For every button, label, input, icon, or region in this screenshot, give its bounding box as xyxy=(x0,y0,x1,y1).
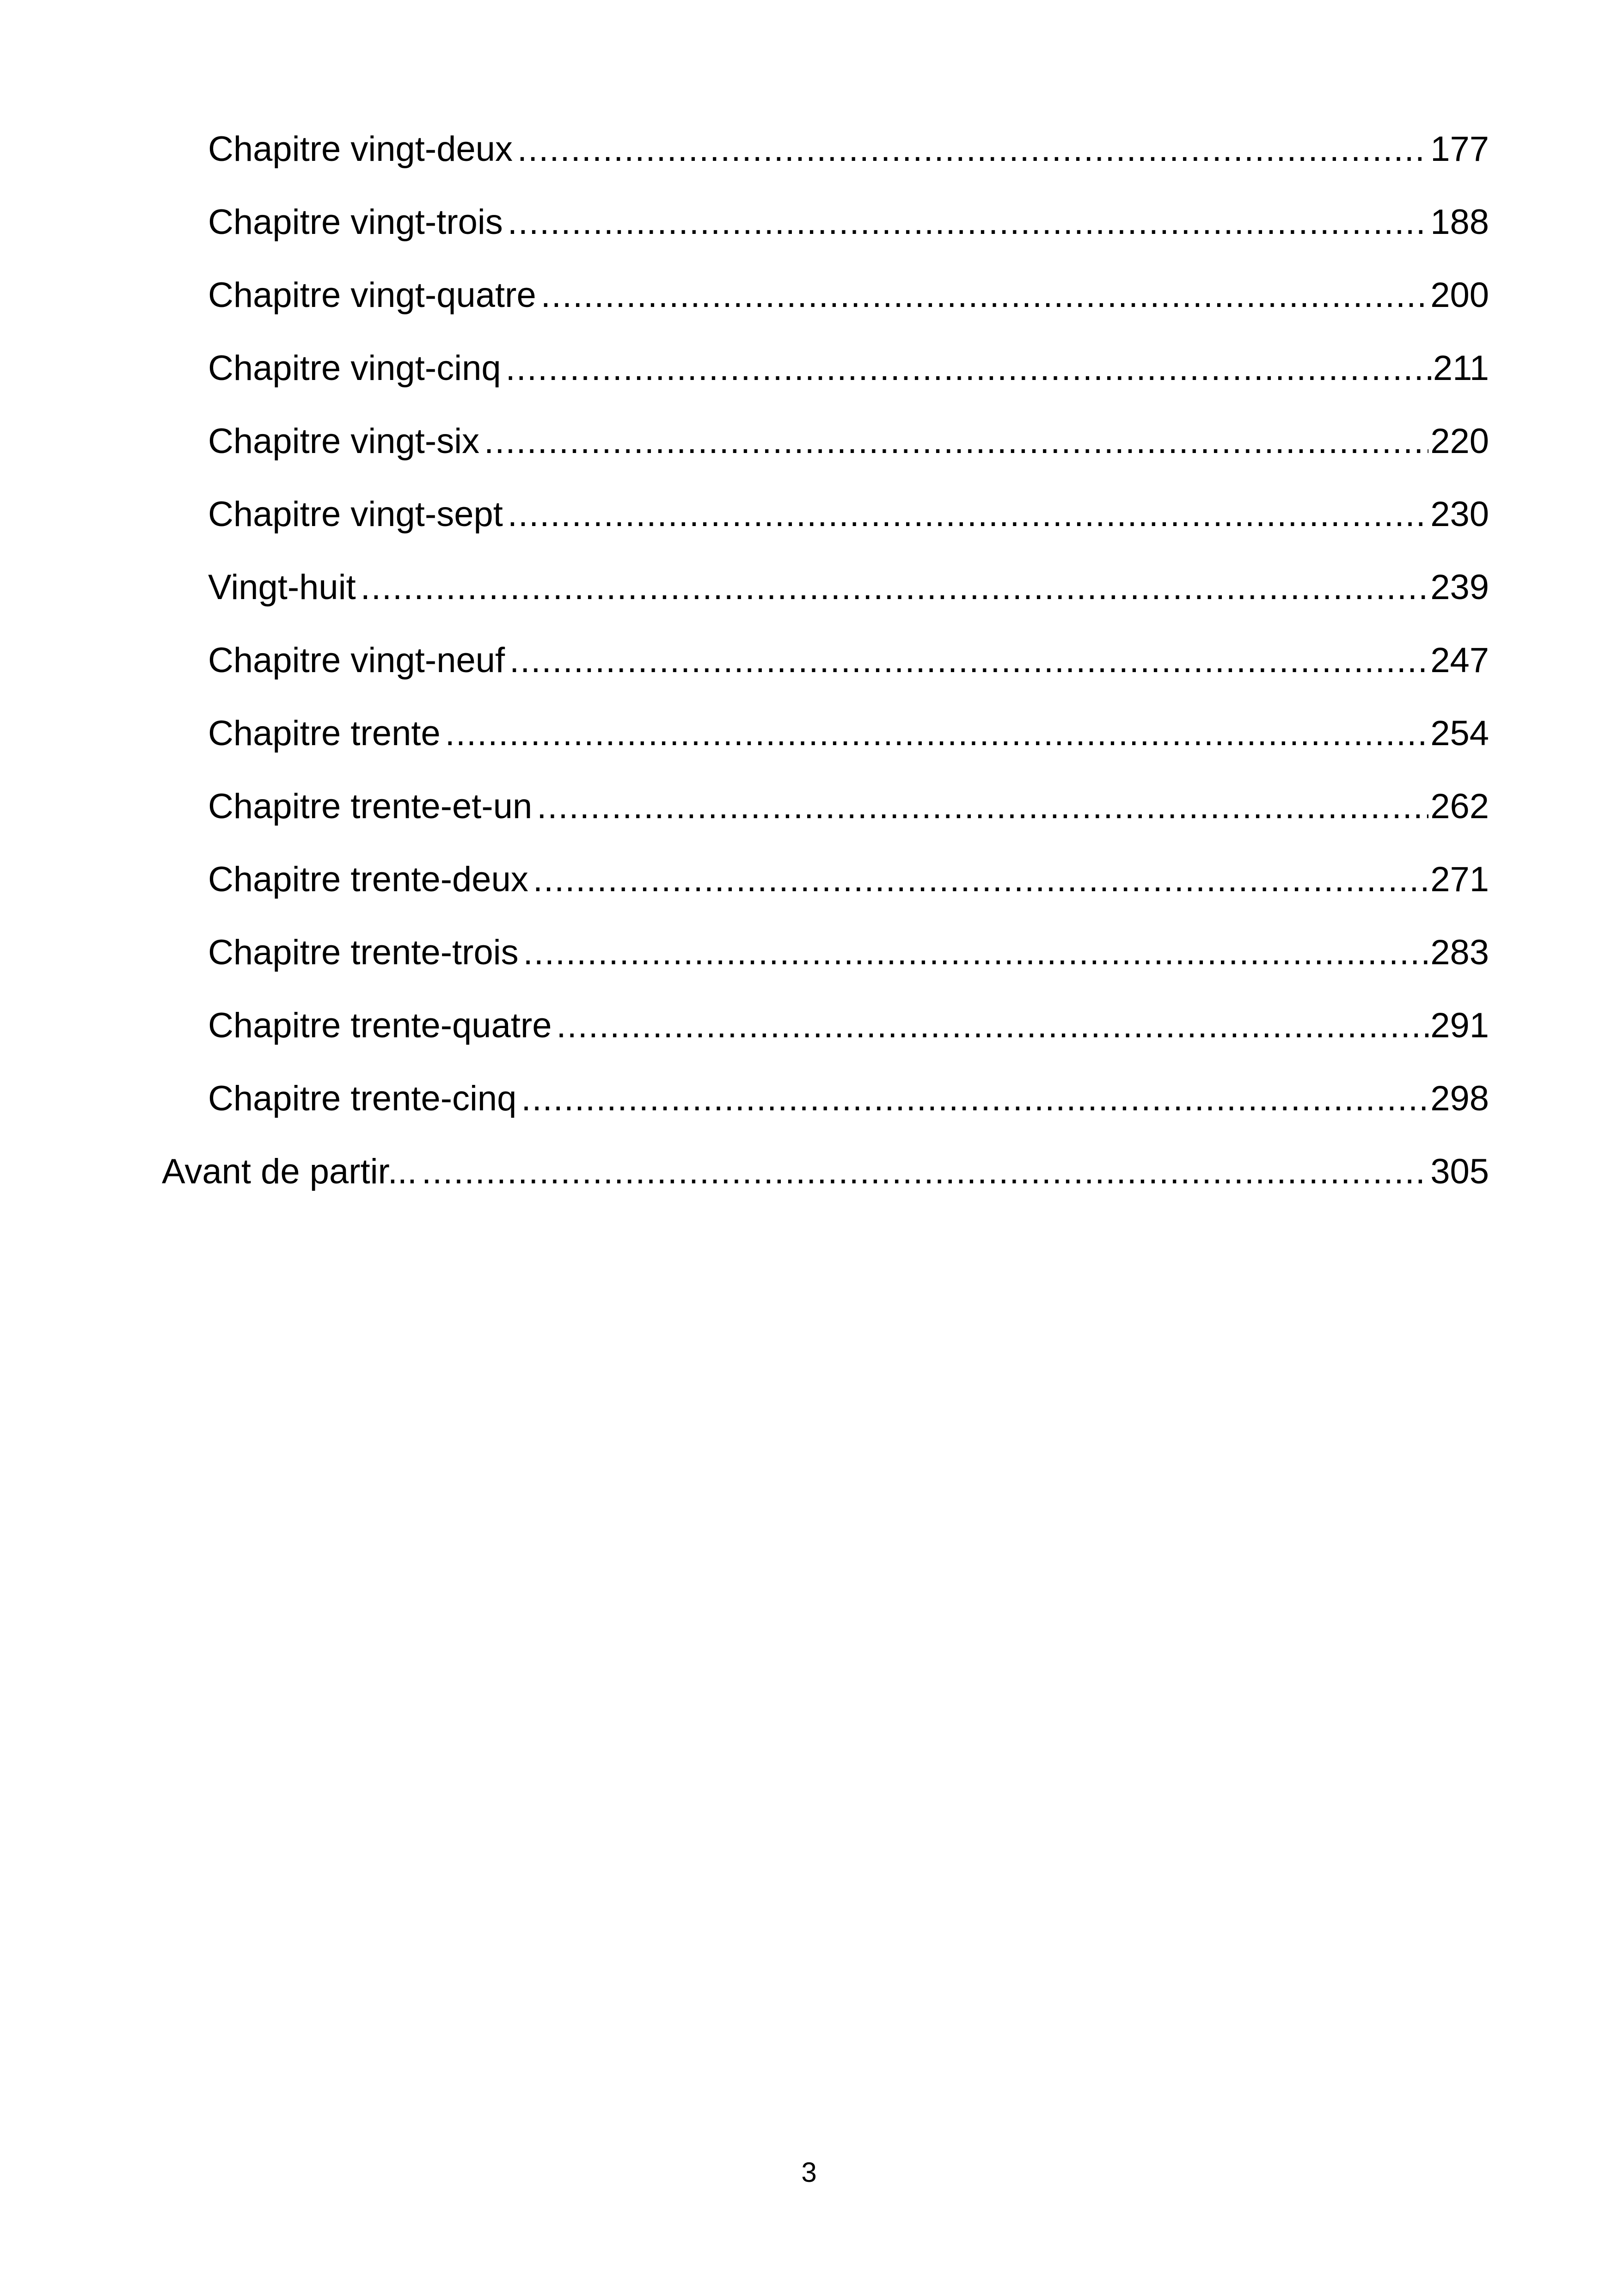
toc-entry-page: 298 xyxy=(1430,1079,1489,1118)
dot-leader xyxy=(484,398,1428,471)
toc-entry-page: 200 xyxy=(1430,276,1489,315)
toc-entry[interactable] xyxy=(208,545,1489,618)
dot-leader xyxy=(517,106,1428,179)
toc-entry-page: 247 xyxy=(1430,641,1489,680)
toc-entry[interactable] xyxy=(208,398,1489,471)
toc-entry-page: 188 xyxy=(1430,202,1489,242)
toc-entry-label: Chapitre trente-deux xyxy=(208,860,528,899)
toc-entry-label: Chapitre trente-et-un xyxy=(208,787,533,826)
toc-entry-label: Chapitre vingt-quatre xyxy=(208,276,536,315)
toc-entry[interactable] xyxy=(208,179,1489,252)
toc-entry-label: Chapitre vingt-neuf xyxy=(208,641,505,680)
dot-leader xyxy=(537,764,1428,837)
dot-leader xyxy=(521,1056,1428,1129)
dot-leader xyxy=(508,179,1428,252)
toc-entry[interactable] xyxy=(208,618,1489,691)
dot-leader xyxy=(541,252,1428,325)
toc-entry-label: Chapitre vingt-six xyxy=(208,422,480,461)
toc-entry-page: 305 xyxy=(1430,1152,1489,1191)
toc-entry-page: 271 xyxy=(1430,860,1489,899)
dot-leader xyxy=(557,983,1429,1056)
dot-leader xyxy=(509,618,1428,691)
dot-leader xyxy=(508,471,1428,545)
toc-entry[interactable] xyxy=(208,837,1489,910)
toc-entry[interactable] xyxy=(208,325,1489,398)
toc-entry-page: 283 xyxy=(1430,933,1489,972)
table-of-contents xyxy=(0,106,1618,1202)
toc-entry-page: 177 xyxy=(1430,129,1489,169)
toc-entry[interactable] xyxy=(208,983,1489,1056)
dot-leader xyxy=(506,325,1431,398)
page-number: 3 xyxy=(801,2157,817,2188)
toc-entry-page: 211 xyxy=(1433,349,1489,388)
toc-entry-label: Chapitre trente-quatre xyxy=(208,1006,552,1045)
toc-entry-page: 254 xyxy=(1430,714,1489,753)
toc-entry[interactable] xyxy=(208,471,1489,545)
toc-entry[interactable] xyxy=(208,252,1489,325)
toc-entry[interactable] xyxy=(208,106,1489,179)
toc-entry[interactable] xyxy=(208,1056,1489,1129)
toc-entry-label: Chapitre trente xyxy=(208,714,441,753)
toc-entry-label: Chapitre vingt-deux xyxy=(208,129,513,169)
toc-entry-page: 262 xyxy=(1430,787,1489,826)
toc-entry[interactable] xyxy=(208,764,1489,837)
toc-entry[interactable] xyxy=(208,910,1489,983)
toc-entry-label: Chapitre vingt-cinq xyxy=(208,349,501,388)
toc-entry-page: 230 xyxy=(1430,495,1489,534)
toc-entry-page: 239 xyxy=(1430,568,1489,607)
toc-entry-label: Avant de partir... xyxy=(162,1152,417,1191)
toc-entry[interactable] xyxy=(162,1129,1489,1202)
dot-leader xyxy=(523,910,1429,983)
dot-leader xyxy=(361,545,1428,618)
toc-entry-page: 291 xyxy=(1430,1006,1489,1045)
toc-entry-label: Chapitre vingt-trois xyxy=(208,202,503,242)
toc-entry[interactable] xyxy=(208,691,1489,764)
toc-entry-label: Vingt-huit xyxy=(208,568,356,607)
dot-leader xyxy=(533,837,1428,910)
toc-entry-label: Chapitre trente-trois xyxy=(208,933,519,972)
toc-entry-page: 220 xyxy=(1430,422,1489,461)
toc-entry-label: Chapitre vingt-sept xyxy=(208,495,503,534)
toc-entry-label: Chapitre trente-cinq xyxy=(208,1079,517,1118)
dot-leader xyxy=(422,1129,1428,1202)
dot-leader xyxy=(445,691,1428,764)
